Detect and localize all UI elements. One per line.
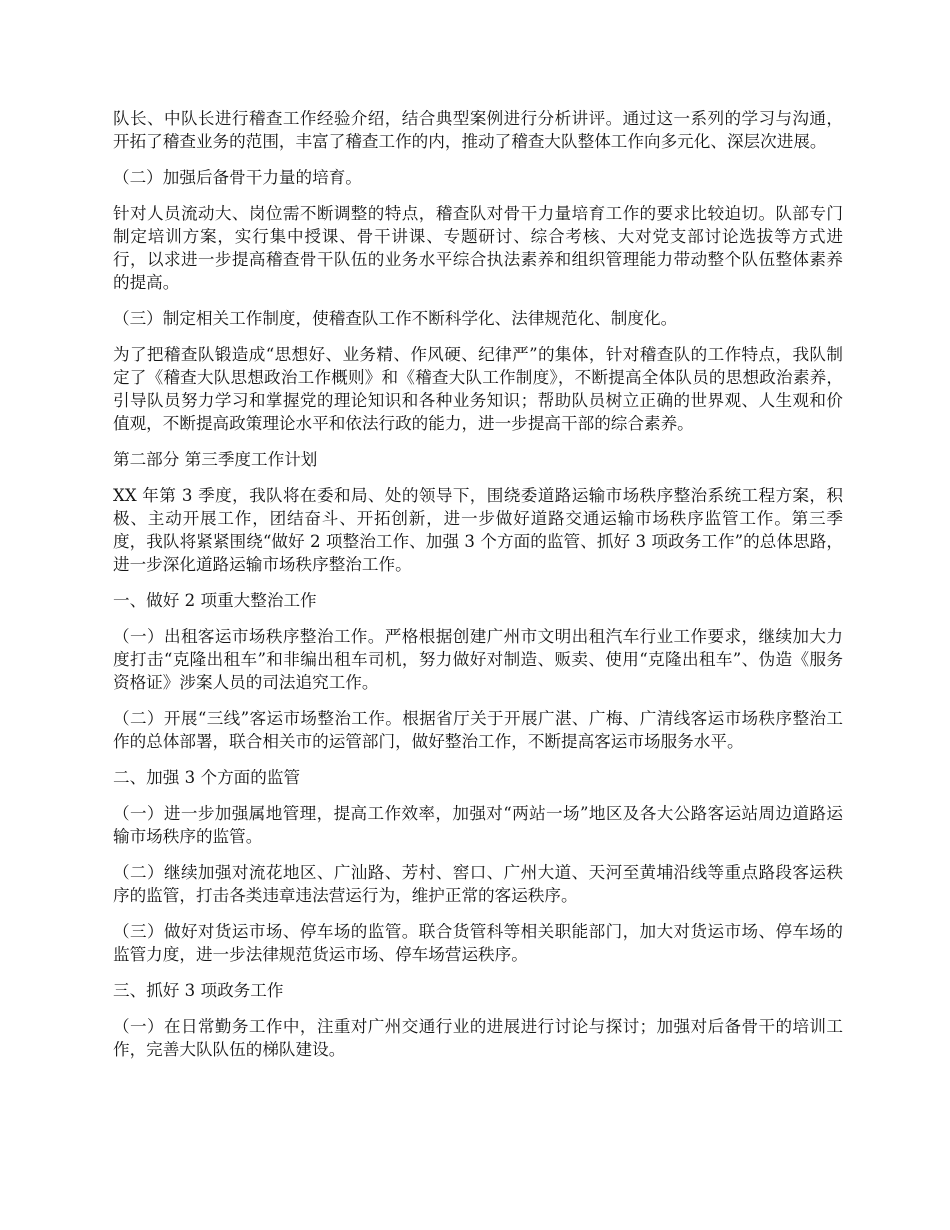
paragraph: （二）开展“三线”客运市场整治工作。根据省厅关于开展广湛、广梅、广清线客运市场秩序整治工作的总体部署，联合相关市的运管部门，做好整治工作，不断提高客运市场服务水平。 — [113, 709, 843, 751]
paragraph: （三）做好对货运市场、停车场的监管。联合货管科等相关职能部门，加大对货运市场、停车场的监管力度，进一步法律规范货运市场、停车场营运秩序。 — [113, 922, 843, 964]
paragraph: （一）在日常勤务工作中，注重对广州交通行业的进展进行讨论与探讨；加强对后备骨干的培训工作，完善大队队伍的梯队建设。 — [113, 1017, 843, 1059]
paragraph: （二）继续加强对流花地区、广汕路、芳村、窖口、广州大道、天河至黄埔沿线等重点路段客运秩序的监管，打击各类违章违法营运行为，维护正常的客运秩序。 — [113, 863, 843, 905]
paragraph: （一）出租客运市场秩序整治工作。严格根据创建广州市文明出租汽车行业工作要求，继续加大力度打击“克隆出租车”和非编出租车司机，努力做好对制造、贩卖、使用“克隆出租车”、伪造《服务资格证》涉案人员的司法追究工作。 — [113, 627, 843, 692]
section-heading: （三）制定相关工作制度，使稽查队工作不断科学化、法律规范化、制度化。 — [113, 309, 678, 328]
section-heading: 一、做好 2 项重大整治工作 — [113, 591, 317, 610]
paragraph: 针对人员流动大、岗位需不断调整的特点，稽查队对骨干力量培育工作的要求比较迫切。队部专门制定培训方案，实行集中授课、骨干讲课、专题研讨、综合考核、大对党支部讨论选拔等方式进行，以求进一步提高稽查骨干队伍的业务水平综合执法素养和组织管理能力带动整个队伍整体素养的提高。 — [113, 204, 843, 292]
paragraph: 队长、中队长进行稽查工作经验介绍，结合典型案例进行分析讲评。通过这一系列的学习与沟通，开拓了稽查业务的范围，丰富了稽查工作的内，推动了稽查大队整体工作向多元化、深层次进展。 — [113, 109, 843, 151]
section-heading: 三、抓好 3 项政务工作 — [113, 981, 284, 1000]
document-body — [113, 107, 843, 1074]
section-heading: 二、加强 3 个方面的监管 — [113, 768, 301, 787]
part-heading: 第二部分 第三季度工作计划 — [113, 450, 318, 469]
section-heading: （二）加强后备骨干力量的培育。 — [113, 168, 362, 187]
paragraph: （一）进一步加强属地管理，提高工作效率，加强对“两站一场”地区及各大公路客运站周边道路运输市场秩序的监管。 — [113, 804, 843, 846]
paragraph: XX 年第 3 季度，我队将在委和局、处的领导下，围绕委道路运输市场秩序整治系统工程方案，积极、主动开展工作，团结奋斗、开拓创新，进一步做好道路交通运输市场秩序监管工作。第三季度，我队将紧紧围绕“做好 2 项整治工作、加强 3 个方面的监管、抓好 3 项政务工作”的总体思路，进一步深化道路运输市场秩序整治工作。 — [113, 486, 843, 574]
paragraph: 为了把稽查队锻造成“思想好、业务精、作风硬、纪律严”的集体，针对稽查队的工作特点，我队制定了《稽查大队思想政治工作概则》和《稽查大队工作制度》，不断提高全体队员的思想政治素养，引导队员努力学习和掌握党的理论知识和各种业务知识；帮助队员树立正确的世界观、人生观和价值观，不断提高政策理论水平和依法行政的能力，进一步提高干部的综合素养。 — [113, 345, 843, 433]
